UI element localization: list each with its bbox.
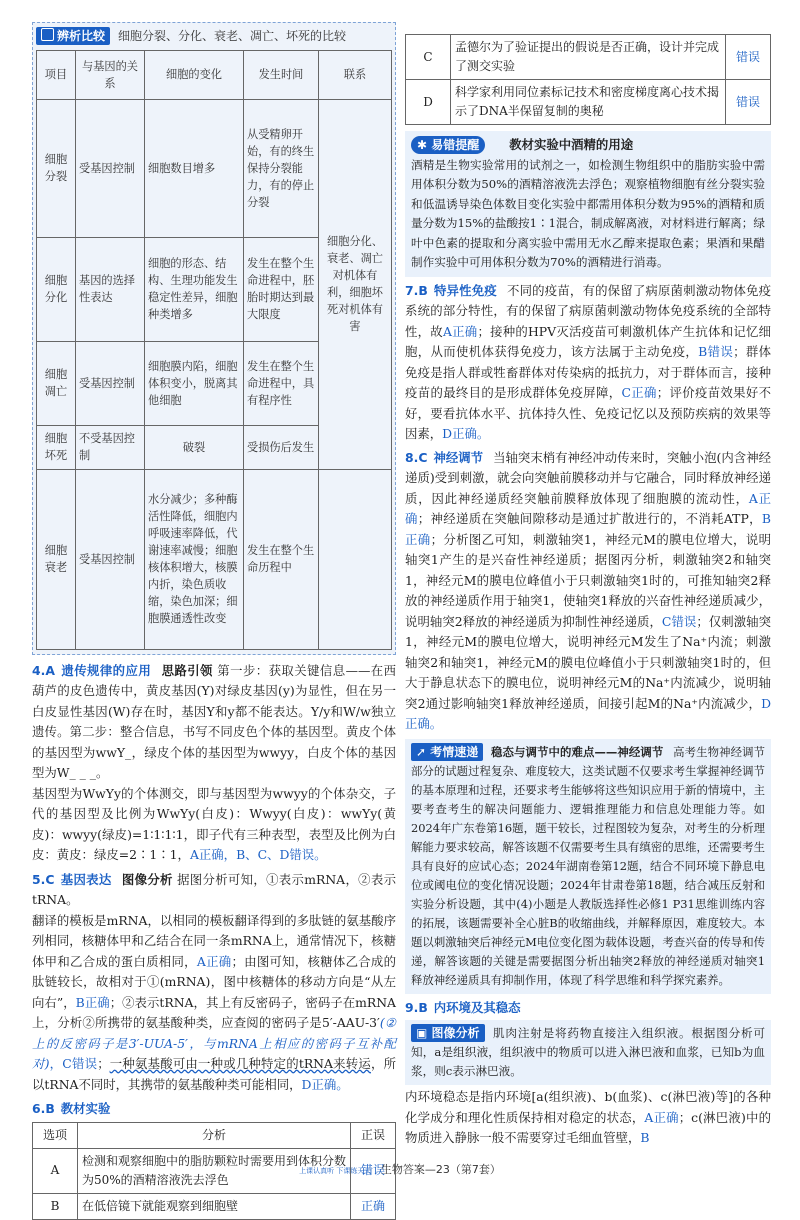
header-cell: 正误: [351, 1122, 396, 1148]
q5-text5: ；: [97, 1056, 110, 1071]
q8-text4: ；仅刺激轴突1，神经元M的膜电位增大，说明神经元M发生了Na⁺内流；刺激轴突2和轴突1，神经元M的膜电位峰值小于只刺激轴突1时的，但大于静息状态下的膜电位，说明神经元M的Na⁺内流减少，说明轴突2通过影响轴突1释放神经递质，间接引起M的Na⁺内流减少，: [405, 613, 771, 711]
q9-text2: ；c(淋巴液)中的物质进入静脉一般不需要穿过毛细血管壁，: [405, 1109, 772, 1145]
exam-text: 高考生物神经调节部分的试题过程复杂、难度较大，这类试题不仅要求考生掌握神经调节的基本原理和过程，还要求考生能够将这些知识应用于新的情境中，主要考查考生的解决问题能力、逻辑推理能力和信息处理能力等。如2024年广东卷第16题，题干较长，过程图较为复杂，对考生的分析理解能力要求较高，解答该题不仅需要考生具有缜密的思维，还需要考生具有良好的应试心态；2024年湖南卷第12题，结合不同环境下静息电位或阈电位的变化情况设题；2024年甘肃卷第18题，结合减压反射和实验分析设题，其中(4)小题是人教版选择性必修1 P31思维训练内容的拓展，该题需要补全心脏B的收缩曲线，并解释原因，难度较大。本题以刺激轴突后神经元M电位变化图为载体设题，考查兴奋的传导和传递，解答该题的关键是需要据图分析出轴突2释放的神经递质对轴突1释放神经递质具有抑制作用，体现了科学思维和科学探究素养。: [411, 744, 765, 987]
footer-text: 生物答案—23（第7套）: [380, 1163, 501, 1176]
header-cell: 发生时间: [244, 50, 319, 99]
q6-table-part2: [405, 34, 771, 125]
row-item: 细胞坏死: [37, 425, 76, 469]
q7-m4: D正确。: [442, 426, 490, 441]
row-gene: 基因的选择性表达: [76, 237, 145, 341]
tip-header: [411, 135, 765, 156]
q5-paragraph: [32, 870, 396, 911]
row-item: 细胞衰老: [37, 469, 76, 649]
question-8: [405, 448, 771, 735]
q5-m4: D正确。: [301, 1076, 349, 1092]
header-cell: 项目: [37, 50, 76, 99]
row-gene: 受基因控制: [76, 99, 145, 237]
q7-number: 7.B: [405, 282, 428, 298]
q9-number: 9.B: [405, 999, 428, 1015]
verdict-cell: 正确: [351, 1193, 396, 1219]
verdict-cell: 错误: [351, 1148, 396, 1193]
table-row: [37, 469, 392, 649]
q8-m1: A正确: [405, 490, 772, 526]
row-item: 细胞分化: [37, 237, 76, 341]
row-gene: 受基因控制: [76, 469, 145, 649]
compare-box: [32, 22, 396, 655]
q7-text4: ；评价疫苗效果好不好，要看抗体水平、抗体持久性、免疫记忆以及预防疾病的效果等因素，: [405, 385, 772, 441]
compare-header: [36, 26, 392, 47]
q4-title: 遗传规律的应用: [60, 662, 152, 678]
compare-table: [36, 50, 392, 650]
book-icon: [41, 28, 54, 41]
q4-text1: 第一步：获取关键信息——在西葫芦的皮色遗传中，黄皮基因(Y)对绿皮基因(y)为显性，但在另一白皮显性基因(W)存在时，基因Y和y都不能表达。Y/y和W/w独立遗传。第二步：整合信息，书写不同皮色个体的基因型。黄皮个体的基因型为wwY_，绿皮个体的基因型为wwyy，白皮个体的基因型为W_ _ _。: [32, 662, 397, 780]
table-row: [37, 99, 392, 237]
q5-title: 基因表达: [60, 871, 112, 887]
error-tip-box: [405, 131, 771, 277]
image-icon: ▣: [416, 1026, 432, 1040]
question-4: [32, 661, 396, 866]
q8-m4: D正确。: [405, 695, 771, 731]
analysis-cell: 在低倍镜下就能观察到细胞壁: [78, 1193, 351, 1219]
q9-label: ▣ 图像分析: [411, 1024, 485, 1042]
row-time: 发生在整个生命历程中: [244, 469, 319, 649]
option-cell: A: [33, 1148, 78, 1193]
exam-trend-box: [405, 739, 771, 994]
table-row: [33, 1193, 396, 1219]
option-cell: B: [33, 1193, 78, 1219]
table-row: [406, 35, 771, 80]
row-time: 发生在整个生命进程中，具有程序性: [244, 341, 319, 425]
q5-text6: ，所以tRNA不同时，其携带的氨基酸种类可能相同，: [32, 1056, 397, 1092]
relation-cell: 细胞分化、衰老、凋亡对机体有利，细胞坏死对机体有害: [319, 99, 392, 469]
row-item: 细胞凋亡: [37, 341, 76, 425]
q7-m3: C正确: [621, 385, 657, 400]
q9-m1: A正确: [644, 1109, 679, 1125]
q4-paragraph: [32, 661, 396, 784]
q4-guide: 思路引领: [161, 662, 213, 678]
row-time: 受损伤后发生: [244, 425, 319, 469]
q5-text4: ；②表示tRNA，其上有反密码子，密码子在mRNA上，分析②所携带的氨基酸种类，应查阅的密码子是5′-AAU-3′: [32, 994, 397, 1030]
question-7: [405, 281, 771, 445]
table-header-row: [33, 1122, 396, 1148]
row-time: 从受精卵开始，有的终生保持分裂能力，有的停止分裂: [244, 99, 319, 237]
verdict-cell: 错误: [726, 35, 771, 80]
q9-text1: 内环境稳态是指内环境[a(组织液)、b(血浆)、c(淋巴液)等]的各种化学成分和理化性质保持相对稳定的状态，: [405, 1089, 771, 1125]
q4-text2: 基因型为WwYy的个体测交，即与基因型为wwyy的个体杂交，子代的基因型及比例为WwYy(白皮)：Wwyy(白皮)：wwYy(黄皮)：wwyy(绿皮)=1∶1∶1∶1，即子代有三种表型，表型及比例为白皮：黄皮：绿皮=2∶1∶1，: [32, 785, 396, 862]
q5-m2: B正确: [75, 994, 110, 1010]
compare-title: 细胞分裂、分化、衰老、凋亡、坏死的比较: [117, 29, 346, 43]
q9-analysis-box: [405, 1020, 771, 1085]
q8-m3: C错误: [661, 613, 697, 629]
q9-heading: [405, 998, 771, 1019]
q9-analysis: [411, 1024, 765, 1081]
verdict-cell: 错误: [726, 80, 771, 125]
header-cell: 联系: [319, 50, 392, 99]
lightbulb-icon: ✱: [417, 138, 432, 152]
q9-title: 内环境及其稳态: [433, 999, 521, 1015]
q9-paragraph: [405, 1087, 771, 1149]
exam-paragraph: [411, 743, 765, 990]
exam-title: 稳态与调节中的难点——神经调节: [490, 744, 664, 759]
q7-text1: 不同的疫苗，有的保留了病原菌刺激动物体免疫系统的部分特性，有的保留了病原菌刺激动物体免疫系统的全部特性，故: [405, 282, 772, 339]
q5-text1: 据图分析可知，①表示mRNA，②表示tRNA。: [32, 871, 396, 907]
q5-text2: 翻译的模板是mRNA，以相同的模板翻译得到的多肽链的氨基酸序列相同，核糖体甲和乙结合在同一条mRNA上，通常情况下，核糖体甲和乙合成的蛋白质相同，: [32, 912, 396, 969]
q8-m2: B正确: [405, 511, 772, 547]
q7-title: 特异性免疫: [433, 282, 497, 298]
q8-text2: ；神经递质在突触间隙移动是通过扩散进行的，不消耗ATP，: [417, 511, 762, 526]
q7-paragraph: [405, 281, 771, 445]
row-gene: 不受基因控制: [76, 425, 145, 469]
row-change: 细胞数目增多: [145, 99, 244, 237]
q5-italic: (②上的反密码子是3′-UUA-5′，与mRNA上相应的密码子互补配对): [32, 1015, 396, 1071]
send-icon: ➚: [416, 744, 431, 759]
row-change: 细胞膜内陷，细胞体积变小，脱离其他细胞: [145, 341, 244, 425]
q5-number: 5.C: [32, 871, 55, 887]
footer-logo: 上课认真听 下课练天天: [299, 1167, 372, 1175]
q6-title: 教材实验: [60, 1101, 111, 1116]
row-time: 发生在整个生命进程中，胚胎时期达到最大限度: [244, 237, 319, 341]
header-cell: 细胞的变化: [145, 50, 244, 99]
row-change: 破裂: [145, 425, 244, 469]
tip-title: 教材实验中酒精的用途: [509, 137, 634, 152]
q8-number: 8.C: [405, 449, 428, 465]
q7-m2: B错误: [698, 344, 734, 359]
q5-paragraph2: [32, 911, 396, 1096]
q8-text3: ；分析图乙可知，刺激轴突1，神经元M的膜电位增大，说明轴突1产生的是兴奋性神经递质；据图丙分析，刺激轴突2和轴突1，神经元M的膜电位峰值小于只刺激轴突1时的，可推知轴突2释放的神经递质作用于轴突1，使轴突1释放的兴奋性神经递质减少，说明轴突2释放的神经递质为抑制性神经递质，: [405, 531, 771, 629]
q4-paragraph2: [32, 784, 396, 866]
option-cell: C: [406, 35, 451, 80]
right-column: [405, 34, 771, 1149]
q6-number: 6.B: [32, 1101, 55, 1116]
row-change: 细胞的形态、结构、生理功能发生稳定性差异，细胞种类增多: [145, 237, 244, 341]
q4-mark: A正确，B、C、D错误。: [189, 847, 327, 862]
q8-title: 神经调节: [433, 449, 484, 465]
row-gene: 受基因控制: [76, 341, 145, 425]
header-cell: 分析: [78, 1122, 351, 1148]
q5-m1: A正确: [196, 953, 232, 969]
q7-text3: ；群体免疫是指人群或牲畜群体对传染病的抵抗力，对于群体而言，接种疫苗的最终目的是形成群体免疫屏障，: [405, 344, 772, 400]
q7-m1: A正确: [442, 323, 478, 339]
q8-text1: 当轴突末梢有神经冲动传来时，突触小泡(内含神经递质)受到刺激，就会向突触前膜移动并与它融合，同时释放神经递质，因此神经递质经突触前膜释放体现了细胞膜的流动性，: [405, 449, 771, 506]
q9-m2: B: [640, 1130, 650, 1145]
q7-text2: ；接种的HPV灭活疫苗可刺激机体产生抗体和记忆细胞，从而使机体获得免疫力，该方法属于主动免疫，: [405, 323, 772, 359]
exam-label: ➚ 考情速递: [411, 743, 483, 761]
row-item: 细胞分裂: [37, 99, 76, 237]
question-5: [32, 870, 396, 1096]
row-change: 水分减少；多种酶活性降低，细胞内呼吸速率降低，代谢速率减慢；细胞核体积增大，核膜内折，染色质收缩，染色加深；细胞膜通透性改变: [145, 469, 244, 649]
question-9: [405, 998, 771, 1149]
header-cell: 选项: [33, 1122, 78, 1148]
q5-wavy: 一种氨基酸可由一种或几种特定的tRNA来转运: [109, 1056, 372, 1071]
page-footer: [0, 1160, 800, 1182]
analysis-cell: 检测和观察细胞中的脂肪颗粒时需要用到体积分数为50%的酒精溶液洗去浮色: [78, 1148, 351, 1193]
tip-text: 酒精是生物实验常用的试剂之一，如检测生物组织中的脂肪实验中需用体积分数为50%的酒精溶液洗去浮色；观察植物细胞有丝分裂实验和低温诱导染色体数目变化实验中都需用体积分数为95%的酒精和质量分数为15%的盐酸按1∶1混合，制成解离液，对材料进行解离；绿叶中色素的提取和分离实验中需用无水乙醇来提取色素；果酒和果醋制作实验中可用体积分数为70%的酒精进行消毒。: [411, 157, 765, 269]
compare-label: 辨析比较: [36, 27, 110, 45]
q9-analysis-text: 肌肉注射是将药物直接注入组织液。根据图分析可知，a是组织液，组织液中的物质可以进入淋巴液和血浆，已知b为血浆，则c表示淋巴液。: [411, 1026, 765, 1078]
option-cell: D: [406, 80, 451, 125]
left-column: [32, 22, 396, 1220]
tip-label: ✱ 易错提醒: [411, 136, 485, 154]
q6-heading: [32, 1099, 396, 1120]
analysis-cell: 科学家利用同位素标记技术和密度梯度离心技术揭示了DNA半保留复制的奥秘: [451, 80, 726, 125]
relation-cell-empty: [319, 469, 392, 649]
q4-number: 4.A: [32, 662, 55, 678]
table-row: [406, 80, 771, 125]
q5-text3: ；由图可知，核糖体乙合成的肽链较长，故相对于①(mRNA)，图中核糖体的移动方向是“从左向右”，: [32, 953, 397, 1010]
q5-m3: ，C错误: [49, 1056, 98, 1071]
q8-paragraph: [405, 448, 771, 735]
q5-guide: 图像分析: [121, 871, 173, 887]
analysis-cell: 孟德尔为了验证提出的假说是否正确，设计并完成了测交实验: [451, 35, 726, 80]
header-cell: 与基因的关系: [76, 50, 145, 99]
